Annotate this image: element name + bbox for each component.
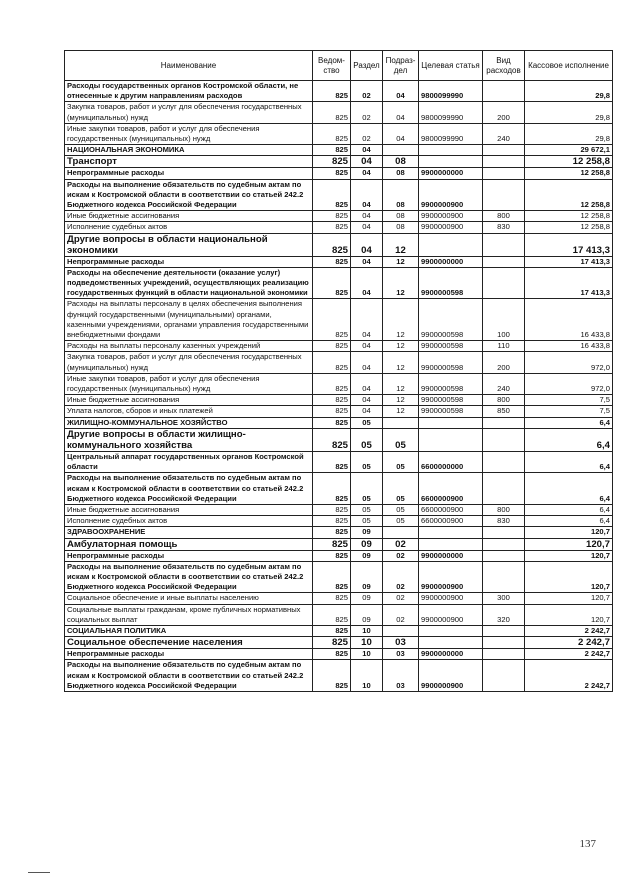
cell-dept: 825 [313, 341, 351, 352]
cell-exp-type [483, 451, 525, 472]
table-row [65, 102, 613, 123]
cell-exp-type [483, 550, 525, 561]
cell-subsection: 04 [383, 81, 419, 102]
cell-article: 9900000598 [419, 373, 483, 394]
cell-subsection: 08 [383, 168, 419, 179]
corner-rule [28, 872, 50, 873]
table-row [65, 637, 613, 649]
cell-name: Расходы на выполнение обязательств по судебным актам по искам к Костромской области в соответствии со статьей 242.2 Бюджетного кодекса Российской Федерации [65, 561, 313, 593]
cell-exp-type: 100 [483, 299, 525, 341]
cell-amount: 6,4 [525, 451, 613, 472]
cell-amount: 6,4 [525, 473, 613, 505]
cell-section: 04 [351, 145, 383, 156]
cell-article [419, 428, 483, 451]
cell-amount: 29,8 [525, 81, 613, 102]
cell-section: 04 [351, 179, 383, 211]
table-row [65, 299, 613, 341]
cell-section: 05 [351, 504, 383, 515]
cell-subsection: 05 [383, 428, 419, 451]
cell-name: Социальное обеспечение населения [65, 637, 313, 649]
table-row [65, 451, 613, 472]
cell-amount: 12 258,8 [525, 222, 613, 233]
cell-article: 6600000900 [419, 516, 483, 527]
cell-dept: 825 [313, 527, 351, 538]
cell-article: 6600000900 [419, 473, 483, 505]
cell-article: 9900000598 [419, 352, 483, 373]
cell-article [419, 527, 483, 538]
table-row [65, 352, 613, 373]
cell-dept: 825 [313, 561, 351, 593]
cell-subsection: 04 [383, 123, 419, 144]
cell-article: 9900000598 [419, 406, 483, 417]
cell-amount: 12 258,8 [525, 168, 613, 179]
cell-name: Расходы на выплаты персоналу в целях обеспечения выполнения функций государственными (муниципальными) органами, казенными учреждениями, органами управления государственными внебюджетными фондами [65, 299, 313, 341]
cell-name: Другие вопросы в области национальной экономики [65, 233, 313, 256]
cell-name: Уплата налогов, сборов и иных платежей [65, 406, 313, 417]
cell-article: 9900000900 [419, 211, 483, 222]
cell-exp-type [483, 145, 525, 156]
cell-amount: 17 413,3 [525, 233, 613, 256]
table-row [65, 156, 613, 168]
table-row [65, 395, 613, 406]
cell-amount: 2 242,7 [525, 637, 613, 649]
cell-exp-type [483, 527, 525, 538]
cell-exp-type: 800 [483, 211, 525, 222]
cell-dept: 825 [313, 550, 351, 561]
cell-article [419, 538, 483, 550]
table-body [65, 81, 613, 692]
cell-section: 02 [351, 81, 383, 102]
cell-name: Иные закупки товаров, работ и услуг для обеспечения государственных (муниципальных) нужд [65, 123, 313, 144]
table-row [65, 406, 613, 417]
cell-article: 9900000900 [419, 593, 483, 604]
cell-name: Непрограммные расходы [65, 550, 313, 561]
cell-amount: 6,4 [525, 516, 613, 527]
table-row [65, 527, 613, 538]
cell-section: 04 [351, 406, 383, 417]
cell-section: 10 [351, 660, 383, 692]
cell-subsection: 12 [383, 267, 419, 299]
cell-section: 02 [351, 123, 383, 144]
cell-subsection: 02 [383, 538, 419, 550]
cell-name: Амбулаторная помощь [65, 538, 313, 550]
cell-article: 9900000598 [419, 267, 483, 299]
cell-name: Исполнение судебных актов [65, 222, 313, 233]
cell-subsection: 08 [383, 179, 419, 211]
cell-name: СОЦИАЛЬНАЯ ПОЛИТИКА [65, 625, 313, 636]
cell-dept: 825 [313, 156, 351, 168]
cell-exp-type [483, 417, 525, 428]
cell-exp-type [483, 179, 525, 211]
cell-dept: 825 [313, 395, 351, 406]
cell-dept: 825 [313, 406, 351, 417]
cell-section: 04 [351, 341, 383, 352]
cell-dept: 825 [313, 299, 351, 341]
cell-dept: 825 [313, 451, 351, 472]
table-row [65, 550, 613, 561]
table-row [65, 604, 613, 625]
cell-dept: 825 [313, 649, 351, 660]
cell-name: Закупка товаров, работ и услуг для обеспечения государственных (муниципальных) нужд [65, 352, 313, 373]
cell-subsection [383, 625, 419, 636]
cell-article: 9900000900 [419, 660, 483, 692]
cell-section: 09 [351, 604, 383, 625]
header-amount: Кассовое исполнение [525, 51, 613, 81]
cell-dept: 825 [313, 593, 351, 604]
cell-section: 05 [351, 428, 383, 451]
cell-subsection: 03 [383, 649, 419, 660]
table-row [65, 504, 613, 515]
cell-subsection [383, 417, 419, 428]
cell-section: 10 [351, 649, 383, 660]
table-row [65, 168, 613, 179]
cell-name: Непрограммные расходы [65, 649, 313, 660]
cell-name: Расходы на выполнение обязательств по судебным актам по искам к Костромской области в соответствии со статьей 242.2 Бюджетного кодекса Российской Федерации [65, 473, 313, 505]
cell-subsection: 05 [383, 451, 419, 472]
cell-exp-type: 200 [483, 352, 525, 373]
cell-exp-type: 240 [483, 123, 525, 144]
table-row [65, 417, 613, 428]
cell-subsection: 03 [383, 660, 419, 692]
cell-subsection: 08 [383, 156, 419, 168]
cell-dept: 825 [313, 256, 351, 267]
cell-name: Центральный аппарат государственных органов Костромской области [65, 451, 313, 472]
cell-name: Транспорт [65, 156, 313, 168]
cell-name: Социальное обеспечение и иные выплаты населению [65, 593, 313, 604]
budget-table [64, 50, 613, 692]
cell-section: 05 [351, 473, 383, 505]
header-subsection: Подраз-дел [383, 51, 419, 81]
cell-amount: 6,4 [525, 428, 613, 451]
cell-name: Расходы на обеспечение деятельности (оказание услуг) подведомственных учреждений, осуществляющих реализацию государственных функций в области национальной экономики [65, 267, 313, 299]
cell-amount: 17 413,3 [525, 256, 613, 267]
table-row [65, 256, 613, 267]
table-row [65, 473, 613, 505]
cell-amount: 2 242,7 [525, 649, 613, 660]
cell-subsection [383, 145, 419, 156]
cell-amount: 29,8 [525, 123, 613, 144]
table-row [65, 341, 613, 352]
cell-exp-type [483, 561, 525, 593]
cell-article: 9900000900 [419, 561, 483, 593]
cell-section: 04 [351, 233, 383, 256]
cell-amount: 6,4 [525, 504, 613, 515]
cell-article: 9900000900 [419, 222, 483, 233]
cell-amount: 16 433,8 [525, 299, 613, 341]
cell-exp-type [483, 625, 525, 636]
cell-dept: 825 [313, 504, 351, 515]
cell-amount: 29 672,1 [525, 145, 613, 156]
cell-dept: 825 [313, 168, 351, 179]
cell-amount: 12 258,8 [525, 179, 613, 211]
cell-subsection: 12 [383, 299, 419, 341]
cell-dept: 825 [313, 81, 351, 102]
cell-subsection: 12 [383, 256, 419, 267]
cell-section: 09 [351, 527, 383, 538]
cell-dept: 825 [313, 625, 351, 636]
cell-article: 9900000000 [419, 256, 483, 267]
table-row [65, 428, 613, 451]
cell-amount: 7,5 [525, 406, 613, 417]
cell-amount: 120,7 [525, 604, 613, 625]
cell-exp-type [483, 538, 525, 550]
cell-amount: 6,4 [525, 417, 613, 428]
cell-dept: 825 [313, 373, 351, 394]
cell-subsection: 12 [383, 373, 419, 394]
cell-article [419, 625, 483, 636]
table-row [65, 538, 613, 550]
cell-subsection: 02 [383, 593, 419, 604]
cell-exp-type: 830 [483, 222, 525, 233]
cell-exp-type: 300 [483, 593, 525, 604]
cell-subsection: 08 [383, 211, 419, 222]
cell-exp-type: 800 [483, 395, 525, 406]
cell-dept: 825 [313, 604, 351, 625]
cell-exp-type [483, 233, 525, 256]
cell-name: Непрограммные расходы [65, 256, 313, 267]
cell-article: 9800099990 [419, 81, 483, 102]
cell-subsection: 05 [383, 473, 419, 505]
header-dept: Ведом-ство [313, 51, 351, 81]
cell-amount: 16 433,8 [525, 341, 613, 352]
cell-section: 04 [351, 267, 383, 299]
cell-section: 05 [351, 516, 383, 527]
cell-name: Непрограммные расходы [65, 168, 313, 179]
table-row [65, 211, 613, 222]
header-article: Целевая статья [419, 51, 483, 81]
cell-article: 9800099990 [419, 102, 483, 123]
cell-exp-type [483, 256, 525, 267]
cell-dept: 825 [313, 660, 351, 692]
table-row [65, 625, 613, 636]
cell-name: Расходы на выплаты персоналу казенных учреждений [65, 341, 313, 352]
cell-article: 9900000000 [419, 168, 483, 179]
cell-dept: 825 [313, 211, 351, 222]
cell-article: 6600000900 [419, 504, 483, 515]
cell-dept: 825 [313, 516, 351, 527]
cell-article: 9800099990 [419, 123, 483, 144]
cell-exp-type: 850 [483, 406, 525, 417]
cell-exp-type [483, 473, 525, 505]
cell-article [419, 156, 483, 168]
table-row [65, 267, 613, 299]
cell-amount: 2 242,7 [525, 625, 613, 636]
cell-section: 04 [351, 168, 383, 179]
cell-section: 09 [351, 561, 383, 593]
table-row [65, 516, 613, 527]
cell-article: 9900000000 [419, 550, 483, 561]
page-number: 137 [579, 838, 596, 850]
cell-dept: 825 [313, 145, 351, 156]
table-row [65, 373, 613, 394]
budget-sheet [64, 50, 612, 692]
cell-amount: 120,7 [525, 550, 613, 561]
cell-subsection: 12 [383, 395, 419, 406]
table-row [65, 145, 613, 156]
cell-section: 05 [351, 451, 383, 472]
cell-exp-type: 110 [483, 341, 525, 352]
cell-exp-type: 320 [483, 604, 525, 625]
cell-dept: 825 [313, 102, 351, 123]
table-row [65, 123, 613, 144]
cell-dept: 825 [313, 428, 351, 451]
cell-name: Исполнение судебных актов [65, 516, 313, 527]
cell-exp-type [483, 168, 525, 179]
cell-exp-type [483, 81, 525, 102]
cell-subsection [383, 527, 419, 538]
cell-exp-type [483, 428, 525, 451]
cell-article: 9900000598 [419, 395, 483, 406]
table-row [65, 649, 613, 660]
cell-article [419, 417, 483, 428]
cell-subsection: 12 [383, 352, 419, 373]
cell-subsection: 12 [383, 233, 419, 256]
cell-dept: 825 [313, 637, 351, 649]
cell-article: 9900000598 [419, 299, 483, 341]
cell-article: 6600000000 [419, 451, 483, 472]
cell-name: Иные бюджетные ассигнования [65, 211, 313, 222]
cell-article [419, 145, 483, 156]
cell-dept: 825 [313, 267, 351, 299]
cell-amount: 972,0 [525, 373, 613, 394]
cell-subsection: 05 [383, 516, 419, 527]
table-row [65, 561, 613, 593]
cell-amount: 120,7 [525, 527, 613, 538]
cell-exp-type: 200 [483, 102, 525, 123]
cell-dept: 825 [313, 417, 351, 428]
cell-name: Расходы на выполнение обязательств по судебным актам по искам к Костромской области в соответствии со статьей 242.2 Бюджетного кодекса Российской Федерации [65, 660, 313, 692]
cell-exp-type [483, 649, 525, 660]
table-row [65, 660, 613, 692]
table-row [65, 179, 613, 211]
cell-article: 9900000900 [419, 179, 483, 211]
cell-dept: 825 [313, 222, 351, 233]
cell-name: Социальные выплаты гражданам, кроме публичных нормативных социальных выплат [65, 604, 313, 625]
cell-section: 09 [351, 538, 383, 550]
cell-section: 04 [351, 352, 383, 373]
cell-amount: 12 258,8 [525, 211, 613, 222]
cell-amount: 120,7 [525, 593, 613, 604]
cell-dept: 825 [313, 233, 351, 256]
cell-section: 10 [351, 637, 383, 649]
cell-subsection: 03 [383, 637, 419, 649]
cell-section: 04 [351, 222, 383, 233]
cell-subsection: 05 [383, 504, 419, 515]
cell-dept: 825 [313, 473, 351, 505]
cell-article: 9900000000 [419, 649, 483, 660]
cell-section: 04 [351, 373, 383, 394]
cell-amount: 120,7 [525, 538, 613, 550]
cell-section: 02 [351, 102, 383, 123]
cell-name: Иные бюджетные ассигнования [65, 395, 313, 406]
cell-exp-type [483, 267, 525, 299]
table-header-row [65, 51, 613, 81]
cell-exp-type: 800 [483, 504, 525, 515]
header-name: Наименование [65, 51, 313, 81]
cell-amount: 120,7 [525, 561, 613, 593]
cell-subsection: 02 [383, 604, 419, 625]
table-row [65, 222, 613, 233]
cell-name: Иные бюджетные ассигнования [65, 504, 313, 515]
cell-section: 04 [351, 256, 383, 267]
cell-name: ЖИЛИЩНО-КОММУНАЛЬНОЕ ХОЗЯЙСТВО [65, 417, 313, 428]
cell-amount: 2 242,7 [525, 660, 613, 692]
cell-article [419, 233, 483, 256]
cell-name: Закупка товаров, работ и услуг для обеспечения государственных (муниципальных) нужд [65, 102, 313, 123]
cell-exp-type: 240 [483, 373, 525, 394]
cell-amount: 12 258,8 [525, 156, 613, 168]
cell-article: 9900000598 [419, 341, 483, 352]
table-row [65, 81, 613, 102]
cell-dept: 825 [313, 352, 351, 373]
cell-subsection: 02 [383, 550, 419, 561]
cell-amount: 17 413,3 [525, 267, 613, 299]
cell-subsection: 08 [383, 222, 419, 233]
cell-dept: 825 [313, 123, 351, 144]
header-exp-type: Вид расходов [483, 51, 525, 81]
cell-name: ЗДРАВООХРАНЕНИЕ [65, 527, 313, 538]
cell-subsection: 12 [383, 406, 419, 417]
cell-name: Иные закупки товаров, работ и услуг для обеспечения государственных (муниципальных) нужд [65, 373, 313, 394]
table-row [65, 593, 613, 604]
cell-exp-type [483, 156, 525, 168]
cell-section: 04 [351, 395, 383, 406]
cell-dept: 825 [313, 179, 351, 211]
cell-section: 10 [351, 625, 383, 636]
header-section: Раздел [351, 51, 383, 81]
cell-section: 09 [351, 550, 383, 561]
cell-section: 05 [351, 417, 383, 428]
cell-dept: 825 [313, 538, 351, 550]
cell-section: 09 [351, 593, 383, 604]
cell-subsection: 02 [383, 561, 419, 593]
cell-name: НАЦИОНАЛЬНАЯ ЭКОНОМИКА [65, 145, 313, 156]
cell-article: 9900000900 [419, 604, 483, 625]
cell-section: 04 [351, 299, 383, 341]
table-row [65, 233, 613, 256]
cell-subsection: 04 [383, 102, 419, 123]
cell-exp-type [483, 660, 525, 692]
cell-amount: 7,5 [525, 395, 613, 406]
cell-name: Расходы государственных органов Костромской области, не отнесенные к другим направлениям расходов [65, 81, 313, 102]
cell-amount: 972,0 [525, 352, 613, 373]
cell-section: 04 [351, 211, 383, 222]
cell-exp-type [483, 637, 525, 649]
cell-article [419, 637, 483, 649]
cell-exp-type: 830 [483, 516, 525, 527]
cell-name: Расходы на выполнение обязательств по судебным актам по искам к Костромской области в соответствии со статьей 242.2 Бюджетного кодекса Российской Федерации [65, 179, 313, 211]
cell-subsection: 12 [383, 341, 419, 352]
cell-amount: 29,8 [525, 102, 613, 123]
cell-name: Другие вопросы в области жилищно-коммунального хозяйства [65, 428, 313, 451]
cell-section: 04 [351, 156, 383, 168]
